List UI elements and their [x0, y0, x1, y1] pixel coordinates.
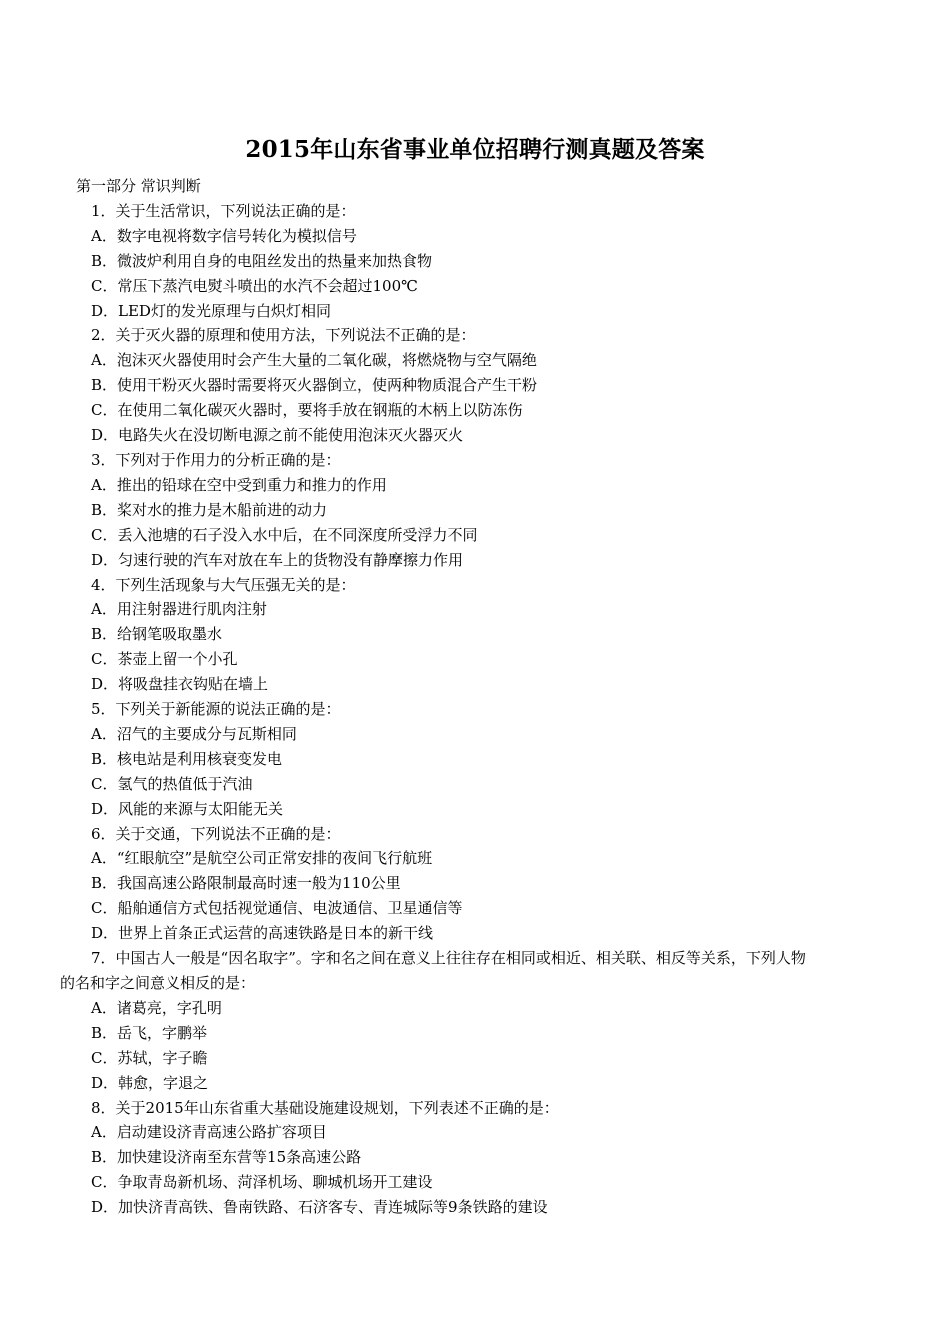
answer-option: D．匀速行驶的汽车对放在车上的货物没有静摩擦力作用: [91, 550, 464, 569]
answer-option: A．数字电视将数字信号转化为模拟信号: [91, 226, 357, 245]
answer-option: D．风能的来源与太阳能无关: [91, 799, 284, 818]
answer-option: A．“红眼航空”是航空公司正常安排的夜间飞行航班: [91, 849, 433, 868]
answer-option: D．韩愈，字退之: [91, 1073, 209, 1092]
answer-option: A．诸葛亮，字孔明: [91, 998, 222, 1017]
question-stem: 7．中国古人一般是“因名取字”。字和名之间在意义上往往存在相同或相近、相关联、相反等关系，下列人物: [91, 949, 806, 968]
answer-option: B．桨对水的推力是木船前进的动力: [91, 500, 328, 519]
answer-option: D．将吸盘挂衣钩贴在墙上: [91, 675, 269, 694]
question-stem: 8．关于2015年山东省重大基础设施建设规划，下列表述不正确的是：: [91, 1098, 559, 1117]
answer-option: A．推出的铅球在空中受到重力和推力的作用: [91, 475, 387, 494]
answer-option: C．船舶通信方式包括视觉通信、电波通信、卫星通信等: [91, 899, 463, 918]
answer-option: C．丢入池塘的石子没入水中后，在不同深度所受浮力不同: [91, 525, 478, 544]
answer-option: B．使用干粉灭火器时需要将灭火器倒立，使两种物质混合产生干粉: [91, 376, 538, 395]
question-stem: 5．下列关于新能源的说法正确的是：: [91, 700, 341, 719]
document-body: [60, 174, 910, 1220]
answer-option: C．常压下蒸汽电熨斗喷出的水汽不会超过100℃: [91, 276, 418, 295]
question-stem: 4．下列生活现象与大气压强无关的是：: [91, 575, 356, 594]
question-stem: 3．下列对于作用力的分析正确的是：: [91, 450, 341, 469]
question-stem: 1．关于生活常识，下列说法正确的是：: [91, 201, 356, 220]
answer-option: B．岳飞，字鹏举: [91, 1023, 208, 1042]
answer-option: C．在使用二氧化碳灭火器时，要将手放在钢瓶的木柄上以防冻伤: [91, 401, 523, 420]
answer-option: A．泡沫灭火器使用时会产生大量的二氧化碳，将燃烧物与空气隔绝: [91, 351, 537, 370]
section-heading: 第一部分 常识判断: [76, 177, 201, 195]
question-stem: 2．关于灭火器的原理和使用方法，下列说法不正确的是：: [91, 326, 476, 345]
answer-option: A．用注射器进行肌肉注射: [91, 600, 267, 619]
answer-option: A．沼气的主要成分与瓦斯相同: [91, 724, 297, 743]
answer-option: D．加快济青高铁、鲁南铁路、石济客专、青连城际等9条铁路的建设: [91, 1198, 548, 1217]
answer-option: D．LED灯的发光原理与白炽灯相同: [91, 301, 331, 320]
question-stem-continued: 的名和字之间意义相反的是：: [60, 974, 256, 992]
page-title: 2015年山东省事业单位招聘行测真题及答案: [245, 136, 705, 163]
answer-option: A．启动建设济青高速公路扩容项目: [91, 1123, 327, 1142]
answer-option: C．争取青岛新机场、菏泽机场、聊城机场开工建设: [91, 1173, 433, 1192]
answer-option: D．世界上首条正式运营的高速铁路是日本的新干线: [91, 924, 434, 943]
answer-option: B．给钢笔吸取墨水: [91, 625, 223, 644]
answer-option: B．核电站是利用核衰变发电: [91, 749, 283, 768]
answer-option: C．苏轼，字子瞻: [91, 1048, 208, 1067]
answer-option: D．电路失火在没切断电源之前不能使用泡沫灭火器灭火: [91, 426, 464, 445]
answer-option: C．氢气的热值低于汽油: [91, 774, 253, 793]
answer-option: B．微波炉利用自身的电阻丝发出的热量来加热食物: [91, 251, 433, 270]
answer-option: B．加快建设济南至东营等15条高速公路: [91, 1148, 362, 1167]
answer-option: C．茶壶上留一个小孔: [91, 650, 238, 669]
question-stem: 6．关于交通，下列说法不正确的是：: [91, 824, 341, 843]
answer-option: B．我国高速公路限制最高时速一般为110公里: [91, 874, 401, 893]
